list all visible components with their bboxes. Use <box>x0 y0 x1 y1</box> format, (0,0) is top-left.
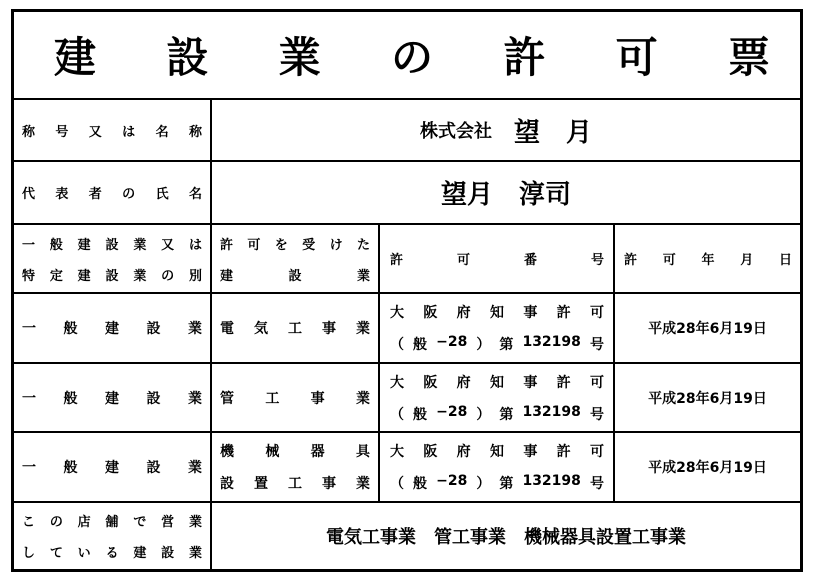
label-line <box>220 265 370 284</box>
label-char: 管 <box>220 390 234 407</box>
company-name: 望 月 <box>513 117 592 148</box>
label-char: 事 <box>310 390 325 407</box>
label-char: 一 <box>22 390 36 407</box>
label-char: 業 <box>356 268 370 284</box>
business-line <box>220 318 370 338</box>
label-char: 一 <box>22 460 36 476</box>
license-type-label <box>22 225 202 292</box>
label-char: 知 <box>489 444 504 460</box>
label-char: 事 <box>523 374 538 391</box>
label-char: 業 <box>188 546 202 561</box>
label-char: 般 <box>413 476 428 492</box>
representative-label <box>22 162 202 223</box>
label-char: 事 <box>523 305 538 321</box>
business-line <box>220 388 370 408</box>
label-char: 第 <box>499 406 514 423</box>
label-char: 建 <box>54 33 97 82</box>
label-char: 一 <box>22 237 36 253</box>
label-char: 称 <box>188 124 202 140</box>
row-license-number <box>390 433 604 501</box>
label-char: の <box>161 268 175 284</box>
label-char: 可 <box>247 237 261 253</box>
label-char: 号 <box>589 476 604 492</box>
license-authority <box>390 372 604 392</box>
label-char: 票 <box>727 33 770 82</box>
label-char: で <box>133 515 147 530</box>
label-char: 建 <box>220 268 234 284</box>
label-char: し <box>22 546 36 561</box>
label-char: 知 <box>489 305 504 321</box>
label-char: （ <box>390 337 404 353</box>
label-char: け <box>329 237 343 253</box>
label-char: 年 <box>701 253 715 268</box>
label-char: 号 <box>55 124 69 140</box>
label-char: 許 <box>624 253 638 268</box>
label-char: 府 <box>456 374 471 391</box>
company-prefix: 株式会社 <box>419 121 492 142</box>
label-char: を <box>274 237 288 253</box>
license-number <box>390 334 604 354</box>
label-char: 許 <box>220 237 234 253</box>
label-char: 舗 <box>105 515 119 530</box>
label-char: 可 <box>589 444 604 460</box>
label-char: の <box>122 187 136 202</box>
label-char: 許 <box>390 253 404 268</box>
label-char: 号 <box>590 253 604 268</box>
label-char: 般 <box>63 321 78 337</box>
label-char: 大 <box>390 444 404 460</box>
label-char: 可 <box>456 253 470 268</box>
label-char: 号 <box>589 406 604 423</box>
label-char: 事 <box>322 476 336 492</box>
row-license-date: 平成28年6月19日 <box>648 390 767 407</box>
label-char: 可 <box>589 374 604 391</box>
label-char: 月 <box>740 253 754 268</box>
license-board <box>11 9 803 572</box>
label-char: 械 <box>265 444 280 460</box>
label-char: 名 <box>188 187 202 202</box>
label-char: （ <box>390 406 404 423</box>
label-char: 受 <box>302 237 316 253</box>
label-char: 設 <box>105 268 119 284</box>
label-char: 番 <box>523 253 537 268</box>
row-license-type <box>22 364 202 431</box>
label-char: 業 <box>133 268 147 284</box>
label-char: 可 <box>662 253 676 268</box>
row-business-type <box>220 433 370 501</box>
label-char: の <box>390 33 433 82</box>
label-char: は <box>122 124 136 140</box>
label-line <box>22 511 202 530</box>
label-char: （ <box>390 476 404 492</box>
license-authority <box>390 302 604 322</box>
row-license-date: 平成28年6月19日 <box>648 321 767 337</box>
label-char: 一 <box>22 321 36 337</box>
label-char: −28 <box>436 403 468 420</box>
label-char: 大 <box>390 374 404 391</box>
label-char: 電 <box>220 321 234 337</box>
board-title <box>14 12 800 98</box>
label-char: て <box>49 546 63 561</box>
label-line <box>22 265 202 284</box>
label-char: 気 <box>254 321 268 337</box>
store-business-list: 電気工事業 管工事業 機械器具設置工事業 <box>326 527 686 548</box>
license-number-label <box>390 225 604 292</box>
label-char: 日 <box>778 253 792 268</box>
label-char: 特 <box>22 268 36 284</box>
label-char: 置 <box>254 476 268 492</box>
row-license-number <box>390 294 604 362</box>
label-char: 般 <box>63 460 78 476</box>
label-char: 具 <box>355 444 370 460</box>
company-name-label <box>22 100 202 160</box>
label-char: 工 <box>288 476 302 492</box>
row-license-date: 平成28年6月19日 <box>648 460 767 476</box>
label-char: −28 <box>436 334 468 350</box>
label-char: 名 <box>155 124 169 140</box>
label-char: 設 <box>146 321 161 337</box>
business-line <box>220 441 370 461</box>
label-char: ） <box>476 337 491 353</box>
label-char: 許 <box>503 33 546 82</box>
label-char: い <box>77 546 91 561</box>
label-char: 132198 <box>522 334 581 350</box>
label-char: 許 <box>556 444 571 460</box>
label-line <box>22 542 202 561</box>
row-license-type <box>22 433 202 501</box>
representative-name: 望月 淳司 <box>440 180 571 210</box>
license-date-label <box>624 225 792 292</box>
label-char: 又 <box>161 237 175 253</box>
label-char: 代 <box>22 187 36 202</box>
label-char: 132198 <box>522 403 581 420</box>
label-char: 設 <box>288 268 302 284</box>
permitted-business-label <box>220 225 370 292</box>
label-char: 知 <box>489 374 504 391</box>
label-char: 工 <box>288 321 302 337</box>
label-char: 設 <box>146 390 161 407</box>
label-char: 店 <box>77 515 91 530</box>
label-line <box>22 234 202 253</box>
label-char: の <box>49 515 63 530</box>
company-name-value <box>212 100 800 160</box>
label-char: 事 <box>322 321 336 337</box>
license-authority <box>390 441 604 461</box>
divider <box>378 223 380 501</box>
label-char: 建 <box>105 460 119 476</box>
label-char: る <box>105 546 119 561</box>
label-char: 府 <box>456 305 471 321</box>
label-char: 建 <box>105 390 119 407</box>
label-char: 設 <box>146 460 161 476</box>
row-business-type <box>220 364 370 431</box>
label-char: 設 <box>220 476 234 492</box>
label-char: −28 <box>436 473 468 489</box>
label-char: こ <box>22 515 36 530</box>
store-business-label <box>22 503 202 569</box>
label-char: 府 <box>456 444 471 460</box>
license-number <box>390 404 604 424</box>
label-char: 業 <box>188 390 202 407</box>
label-char: 132198 <box>522 473 581 489</box>
label-char: 業 <box>355 390 370 407</box>
label-char: 建 <box>77 268 91 284</box>
label-char: 者 <box>88 187 102 202</box>
label-char: 業 <box>356 321 370 337</box>
label-char: 氏 <box>155 187 169 202</box>
label-char: 設 <box>105 237 119 253</box>
label-char: 第 <box>499 476 514 492</box>
label-char: 許 <box>556 305 571 321</box>
label-char: 建 <box>133 546 147 561</box>
label-char: 業 <box>278 33 321 82</box>
label-char: 別 <box>188 268 202 284</box>
label-char: 工 <box>265 390 280 407</box>
label-char: 大 <box>390 305 404 321</box>
label-char: 阪 <box>423 444 438 460</box>
label-char: 可 <box>589 305 604 321</box>
row-license-number <box>390 364 604 431</box>
license-number <box>390 473 604 493</box>
label-char: 可 <box>615 33 658 82</box>
label-char: ） <box>476 476 491 492</box>
label-char: 第 <box>499 337 514 353</box>
label-char: 建 <box>77 237 91 253</box>
label-char: 許 <box>556 374 571 391</box>
label-char: 営 <box>161 515 175 530</box>
label-char: 業 <box>356 476 370 492</box>
business-line <box>220 473 370 493</box>
label-char: 号 <box>589 337 604 353</box>
label-char: 業 <box>188 321 202 337</box>
label-char: 器 <box>310 444 325 460</box>
row-business-type <box>220 294 370 362</box>
label-char: 阪 <box>423 305 438 321</box>
label-char: 阪 <box>423 374 438 391</box>
representative-value <box>212 162 800 223</box>
label-char: 定 <box>49 268 63 284</box>
label-char: 般 <box>413 337 428 353</box>
label-char: 業 <box>188 515 202 530</box>
label-char: 建 <box>105 321 119 337</box>
label-char: 般 <box>63 390 78 407</box>
label-char: た <box>356 237 370 253</box>
label-char: 設 <box>166 33 209 82</box>
label-char: 業 <box>188 460 202 476</box>
label-char: 業 <box>133 237 147 253</box>
label-char: は <box>188 237 202 253</box>
label-char: 設 <box>161 546 175 561</box>
label-char: 事 <box>523 444 538 460</box>
row-license-type <box>22 294 202 362</box>
label-char: 般 <box>413 406 428 423</box>
label-char: 又 <box>88 124 102 140</box>
label-char: 機 <box>220 444 234 460</box>
store-business-value <box>212 503 800 569</box>
label-char: 表 <box>55 187 69 202</box>
label-char: 称 <box>22 124 36 140</box>
label-char: ） <box>476 406 491 423</box>
label-char: 般 <box>49 237 63 253</box>
label-line <box>220 234 370 253</box>
